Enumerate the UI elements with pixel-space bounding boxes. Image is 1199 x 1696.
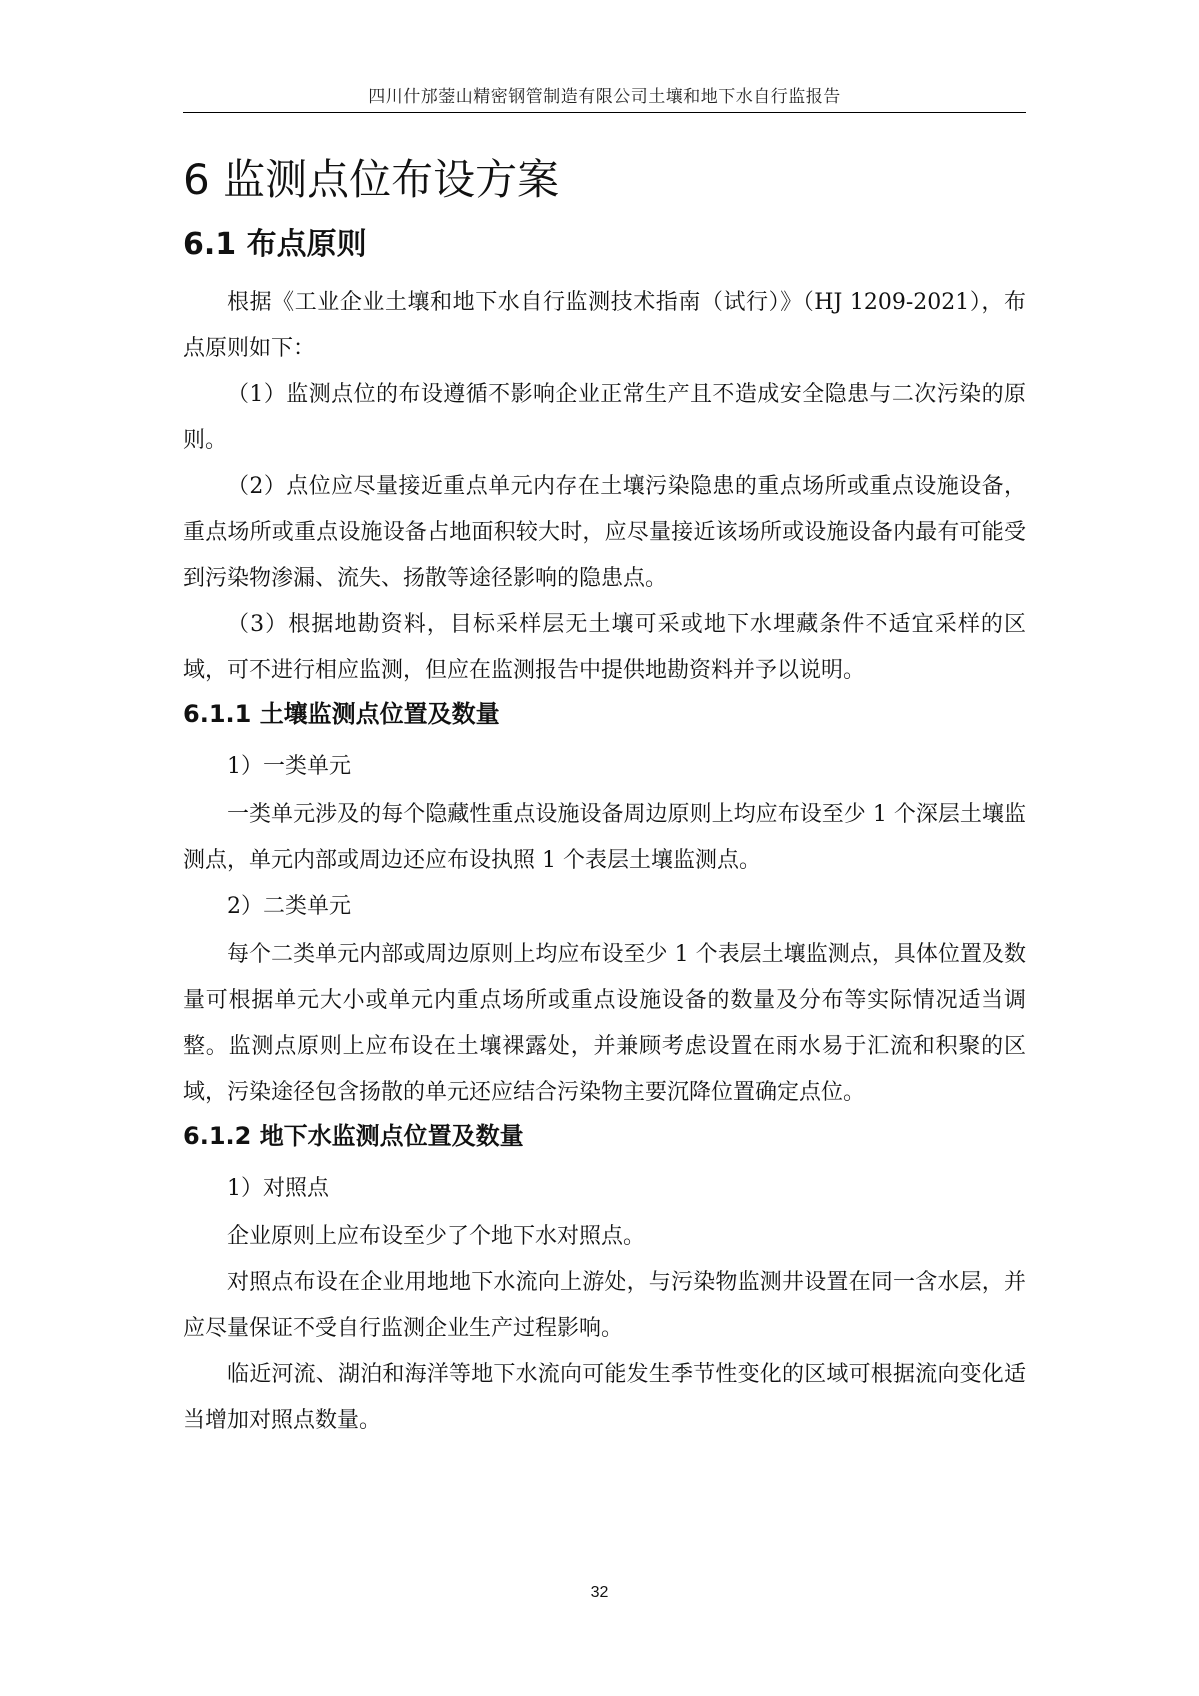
unit-type-1-text: 一类单元涉及的每个隐藏性重点设施设备周边原则上均应布设至少 1 个深层土壤监测点，单元内部或周边还应布设执照 1 个表层土壤监测点。 <box>183 802 1026 873</box>
principle-item-1: （1）监测点位的布设遵循不影响企业正常生产且不造成安全隐患与二次污染的原则。 <box>183 382 1026 453</box>
page-content <box>183 150 1026 1444</box>
principle-item-2: （2）点位应尽量接近重点单元内存在土壤污染隐患的重点场所或重点设施设备，重点场所或重点设施设备占地面积较大时，应尽量接近该场所或设施设备内最有可能受到污染物渗漏、流失、扬散等途径影响的隐患点。 <box>183 474 1026 591</box>
section-title-6-1-1: 6.1.1 土壤监测点位置及数量 <box>183 700 500 728</box>
paragraph-intro: 根据《工业企业土壤和地下水自行监测技术指南（试行）》（HJ 1209-2021），布点原则如下： <box>183 290 1026 361</box>
unit-type-2-text: 每个二类单元内部或周边原则上均应布设至少 1 个表层土壤监测点，具体位置及数量可根据单元大小或单元内重点场所或重点设施设备的数量及分布等实际情况适当调整。监测点原则上应布设在土壤裸露处，并兼顾考虑设置在雨水易于汇流和积聚的区域，污染途径包含扬散的单元还应结合污染物主要沉降位置确定点位。 <box>183 942 1026 1105</box>
unit-type-1-label: 1）一类单元 <box>227 754 351 779</box>
chapter-title: 6 监测点位布设方案 <box>183 155 560 204</box>
section-title-6-1-2: 6.1.2 地下水监测点位置及数量 <box>183 1122 524 1150</box>
unit-type-2-label: 2）二类单元 <box>227 894 351 919</box>
header-divider <box>183 112 1026 113</box>
page-number: 32 <box>590 1584 609 1601</box>
running-header: 四川什邡蓥山精密钢管制造有限公司土壤和地下水自行监报告 <box>368 87 841 107</box>
reference-point-text-1: 企业原则上应布设至少了个地下水对照点。 <box>227 1224 646 1249</box>
reference-point-text-3: 临近河流、湖泊和海洋等地下水流向可能发生季节性变化的区域可根据流向变化适当增加对照点数量。 <box>183 1362 1026 1433</box>
section-title-6-1: 6.1 布点原则 <box>183 227 367 262</box>
reference-point-text-2: 对照点布设在企业用地地下水流向上游处，与污染物监测井设置在同一含水层，并应尽量保证不受自行监测企业生产过程影响。 <box>183 1270 1026 1341</box>
reference-point-label: 1）对照点 <box>227 1176 329 1201</box>
principle-item-3: （3）根据地勘资料，目标采样层无土壤可采或地下水埋藏条件不适宜采样的区域，可不进行相应监测，但应在监测报告中提供地勘资料并予以说明。 <box>183 612 1026 683</box>
